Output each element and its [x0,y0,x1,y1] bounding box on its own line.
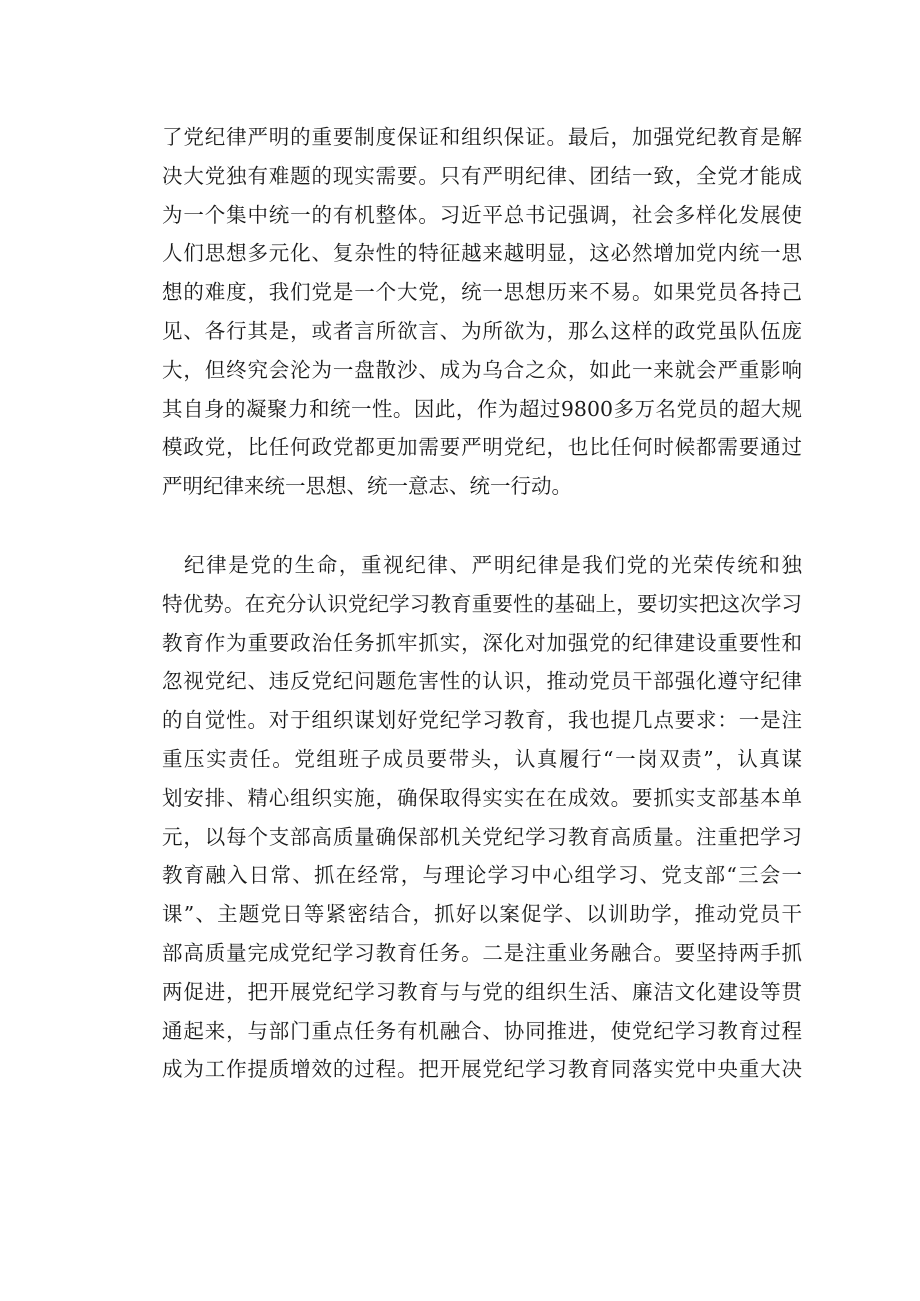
paragraph-2 [162,546,802,1089]
text-line: 部高质量完成党纪学习教育任务。二是注重业务融合。要坚持两手抓 [162,940,802,965]
text-line: 重压实责任。党组班子成员要带头，认真履行“一岗双责”，认真谋 [162,746,802,771]
text-line: 人们思想多元化、复杂性的特征越来越明显，这必然增加党内统一思 [162,241,802,266]
text-line: 教育融入日常、抓在经常，与理论学习中心组学习、党支部“三会一 [162,863,802,888]
text-line: 见、各行其是，或者言所欲言、为所欲为，那么这样的政党虽队伍庞 [162,318,802,343]
text-line: 为一个集中统一的有机整体。习近平总书记强调，社会多样化发展使 [162,202,802,227]
text-line: 了党纪律严明的重要制度保证和组织保证。最后，加强党纪教育是解 [162,125,802,149]
text-line: 其自身的凝聚力和统一性。因此，作为超过9800多万名党员的超大规 [162,396,802,421]
text-line: 课”、主题党日等紧密结合，抓好以案促学、以训助学，推动党员干 [162,902,802,927]
paragraph-1 [162,118,802,506]
text-line: 教育作为重要政治任务抓牢抓实，深化对加强党的纪律建设重要性和 [162,630,802,655]
text-line: 想的难度，我们党是一个大党，统一思想历来不易。如果党员各持己 [162,280,802,305]
text-line: 成为工作提质增效的过程。把开展党纪学习教育同落实党中央重大决 [162,1057,802,1082]
text-line: 划安排、精心组织实施，确保取得实实在在成效。要抓实支部基本单 [162,785,802,810]
text-line: 忽视党纪、违反党纪问题危害性的认识，推动党员干部强化遵守纪律 [162,669,802,694]
text-line: 大，但终究会沦为一盘散沙、成为乌合之众，如此一来就会严重影响 [162,357,802,382]
text-line: 两促进，把开展党纪学习教育与与党的组织生活、廉洁文化建设等贯 [162,979,802,1004]
text-line: 决大党独有难题的现实需要。只有严明纪律、团结一致，全党才能成 [162,163,802,188]
text-line: 严明纪律来统一思想、统一意志、统一行动。 [162,474,572,499]
text-line: 特优势。在充分认识党纪学习教育重要性的基础上，要切实把这次学习 [162,591,802,616]
text-line: 纪律是党的生命，重视纪律、严明纪律是我们党的光荣传统和独 [184,553,802,577]
text-line: 模政党，比任何政党都更加需要严明党纪，也比任何时候都需要通过 [162,435,802,460]
text-line: 的自觉性。对于组织谋划好党纪学习教育，我也提几点要求：一是注 [162,708,802,733]
text-line: 元，以每个支部高质量确保部机关党纪学习教育高质量。注重把学习 [162,824,802,849]
text-line: 通起来，与部门重点任务有机融合、协同推进，使党纪学习教育过程 [162,1018,802,1043]
